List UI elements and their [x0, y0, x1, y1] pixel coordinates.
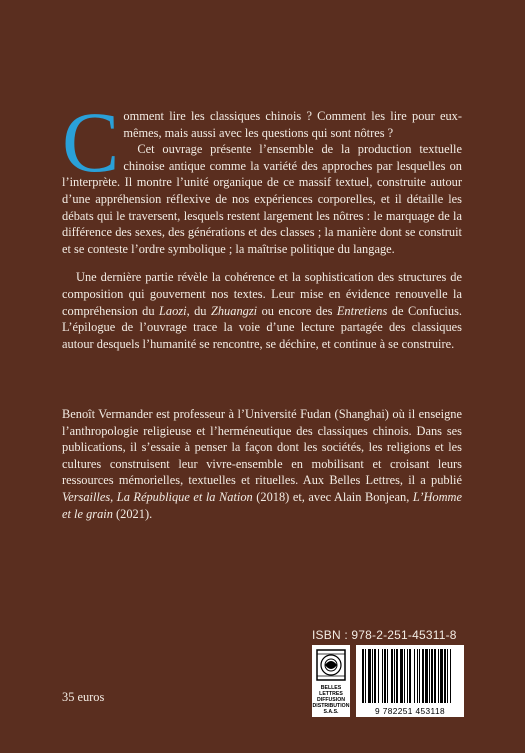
barcode-bar — [382, 649, 383, 703]
barcode-bar — [444, 649, 446, 703]
barcode-bar — [438, 649, 439, 703]
barcode-bar — [414, 649, 415, 703]
bio-text-a: Benoît Vermander est professeur à l’Université Fudan (Shanghai) où il enseigne l’anthropologie religieuse et l’herméneutique des classiques chinois. Dans ses publications, il s’essaie à penser la façon dont les sociétés, les religions et les cultures construisent leur vivre-ensemble en mobilisant et croisant leurs ressources mémorielles, textuelles et rituelles. Aux Belles Lettres, il a publié — [62, 407, 462, 488]
intro-paragraph-3 — [62, 269, 462, 352]
logo-line-3: DISTRIBUTION — [312, 703, 350, 709]
publisher-logo-text — [312, 685, 350, 715]
barcode-bar — [417, 649, 418, 703]
barcode-bar — [374, 649, 376, 703]
barcode-bar — [447, 649, 448, 703]
description-block — [62, 94, 462, 352]
title-entretiens: Entretiens — [336, 303, 388, 318]
barcode-bar — [378, 649, 379, 703]
barcode-bar — [431, 649, 433, 703]
title-homme-grain: L’Homme et le grain — [62, 489, 462, 521]
p3-text-c: ou encore des — [257, 303, 337, 318]
barcode-bar — [387, 649, 388, 703]
p3-text-b: , du — [186, 303, 211, 318]
price: 35 euros — [62, 690, 105, 704]
barcode-bar — [429, 649, 430, 703]
barcode-bar — [409, 649, 411, 703]
barcode-bar — [384, 649, 386, 703]
barcode-bar — [434, 649, 436, 703]
barcode-digits: 9 782251 453118 — [375, 706, 445, 716]
barcode-bar — [440, 649, 443, 703]
author-bio-block — [62, 406, 462, 522]
logo-line-4: S.A.S. — [323, 709, 339, 715]
barcode-bar — [419, 649, 420, 703]
title-zhuangzi: Zhuangzi — [210, 303, 258, 318]
logo-line-1: BELLES LETTRES — [319, 685, 343, 697]
barcode-bar — [450, 649, 451, 703]
intro-paragraph-1 — [62, 94, 462, 190]
barcode-icon — [356, 645, 464, 705]
author-bio — [62, 406, 462, 522]
barcode-bar — [404, 649, 405, 703]
barcode-bar — [368, 649, 371, 703]
bio-text-b: (2018) et, avec Alain Bonjean, — [252, 489, 413, 504]
barcode-bar — [400, 649, 403, 703]
isbn-barcode — [356, 645, 464, 717]
barcode-bar — [396, 649, 398, 703]
intro-paragraph-1-text: omment lire les classiques chinois ? Comment les lire pour eux-mêmes, mais aussi avec les questions qui sont nôtres ? — [123, 109, 462, 140]
barcode-bar — [422, 649, 424, 703]
publisher-logo — [312, 645, 350, 717]
barcode-bar — [407, 649, 408, 703]
isbn-label: ISBN : 978-2-251-45311-8 — [312, 628, 457, 642]
p3-text-d: de Confucius. L’épilogue de l’ouvrage trace la voie d’une lecture partagée des classiques autour desquels l’humanité se rencontre, se déchire, et continue à se construire. — [62, 303, 462, 351]
barcode-bar — [365, 649, 366, 703]
intro-paragraph-2: Cet ouvrage présente l’ensemble de la production textuelle chinoise antique comme la variété des approches par lesquelles on l’interprète. Il montre l’unité organique de ce massif textuel, construite autour d’une appréhension réflexive de nos expériences corporelles, et il détaille les débats qui le traversent, lesquels restent largement les nôtres : le marquage de la différence des sexes, des générations et des classes ; la manière dont se construit et se conteste l’ordre symbolique ; la maîtrise politique du langage. — [62, 142, 462, 256]
logo-line-2: DIFFUSION — [317, 697, 345, 703]
barcode-bar — [372, 649, 373, 703]
p3-text-a: Une dernière partie révèle la cohérence et la sophistication des structures de composition qui gouvernent nos textes. Leur mise en évidence renouvelle la compréhension du — [62, 270, 462, 318]
barcode-bar — [425, 649, 428, 703]
drop-cap: C — [62, 94, 120, 190]
barcode-bar — [391, 649, 393, 703]
bio-text-c: (2021). — [112, 506, 153, 521]
publisher-seal-icon — [312, 645, 350, 685]
barcode-bar — [362, 649, 364, 703]
title-laozi: Laozi — [159, 303, 187, 318]
title-versailles: Versailles, La République et la Nation — [62, 489, 253, 504]
barcode-bar — [394, 649, 395, 703]
